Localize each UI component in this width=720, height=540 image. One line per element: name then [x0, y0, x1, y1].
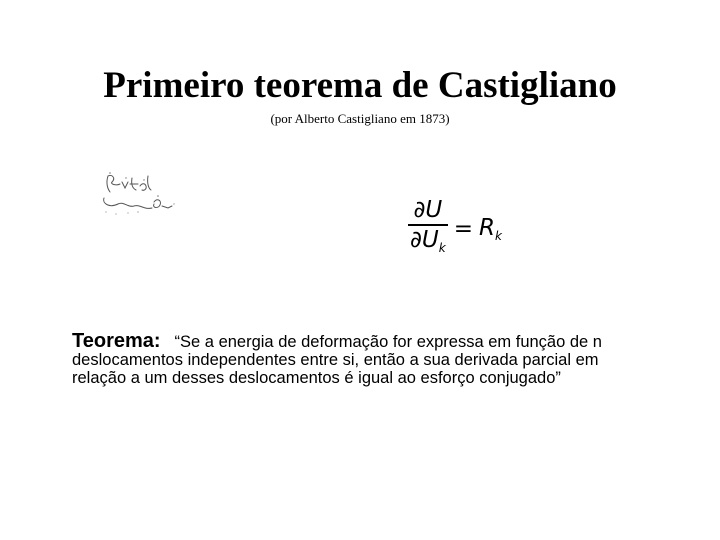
theorem-text: “Se a energia de deformação for expressa em função de n deslocamentos independentes entre si, então a sua derivada parcial em relação a um desses deslocamentos é igual ao esforço conjugado”	[72, 333, 602, 387]
formula-rhs-base: R	[478, 214, 495, 241]
slide-subtitle: (por Alberto Castigliano em 1873)	[270, 111, 450, 126]
formula-numerator: ∂U	[413, 197, 443, 223]
slide-title: Primeiro teorema de Castigliano	[103, 65, 617, 106]
theorem-label: Teorema:	[72, 330, 161, 352]
castigliano-formula	[408, 196, 502, 262]
formula-equals: =	[453, 215, 473, 242]
theorem-paragraph	[72, 332, 632, 387]
formula-denominator-subscript: k	[438, 240, 446, 255]
formula-denominator-base: ∂U	[410, 226, 439, 253]
formula-rhs-subscript: k	[494, 228, 502, 243]
formula-fraction	[408, 196, 448, 262]
formula-denominator	[408, 226, 448, 262]
signature-image	[98, 168, 184, 218]
formula-rhs	[479, 215, 502, 243]
